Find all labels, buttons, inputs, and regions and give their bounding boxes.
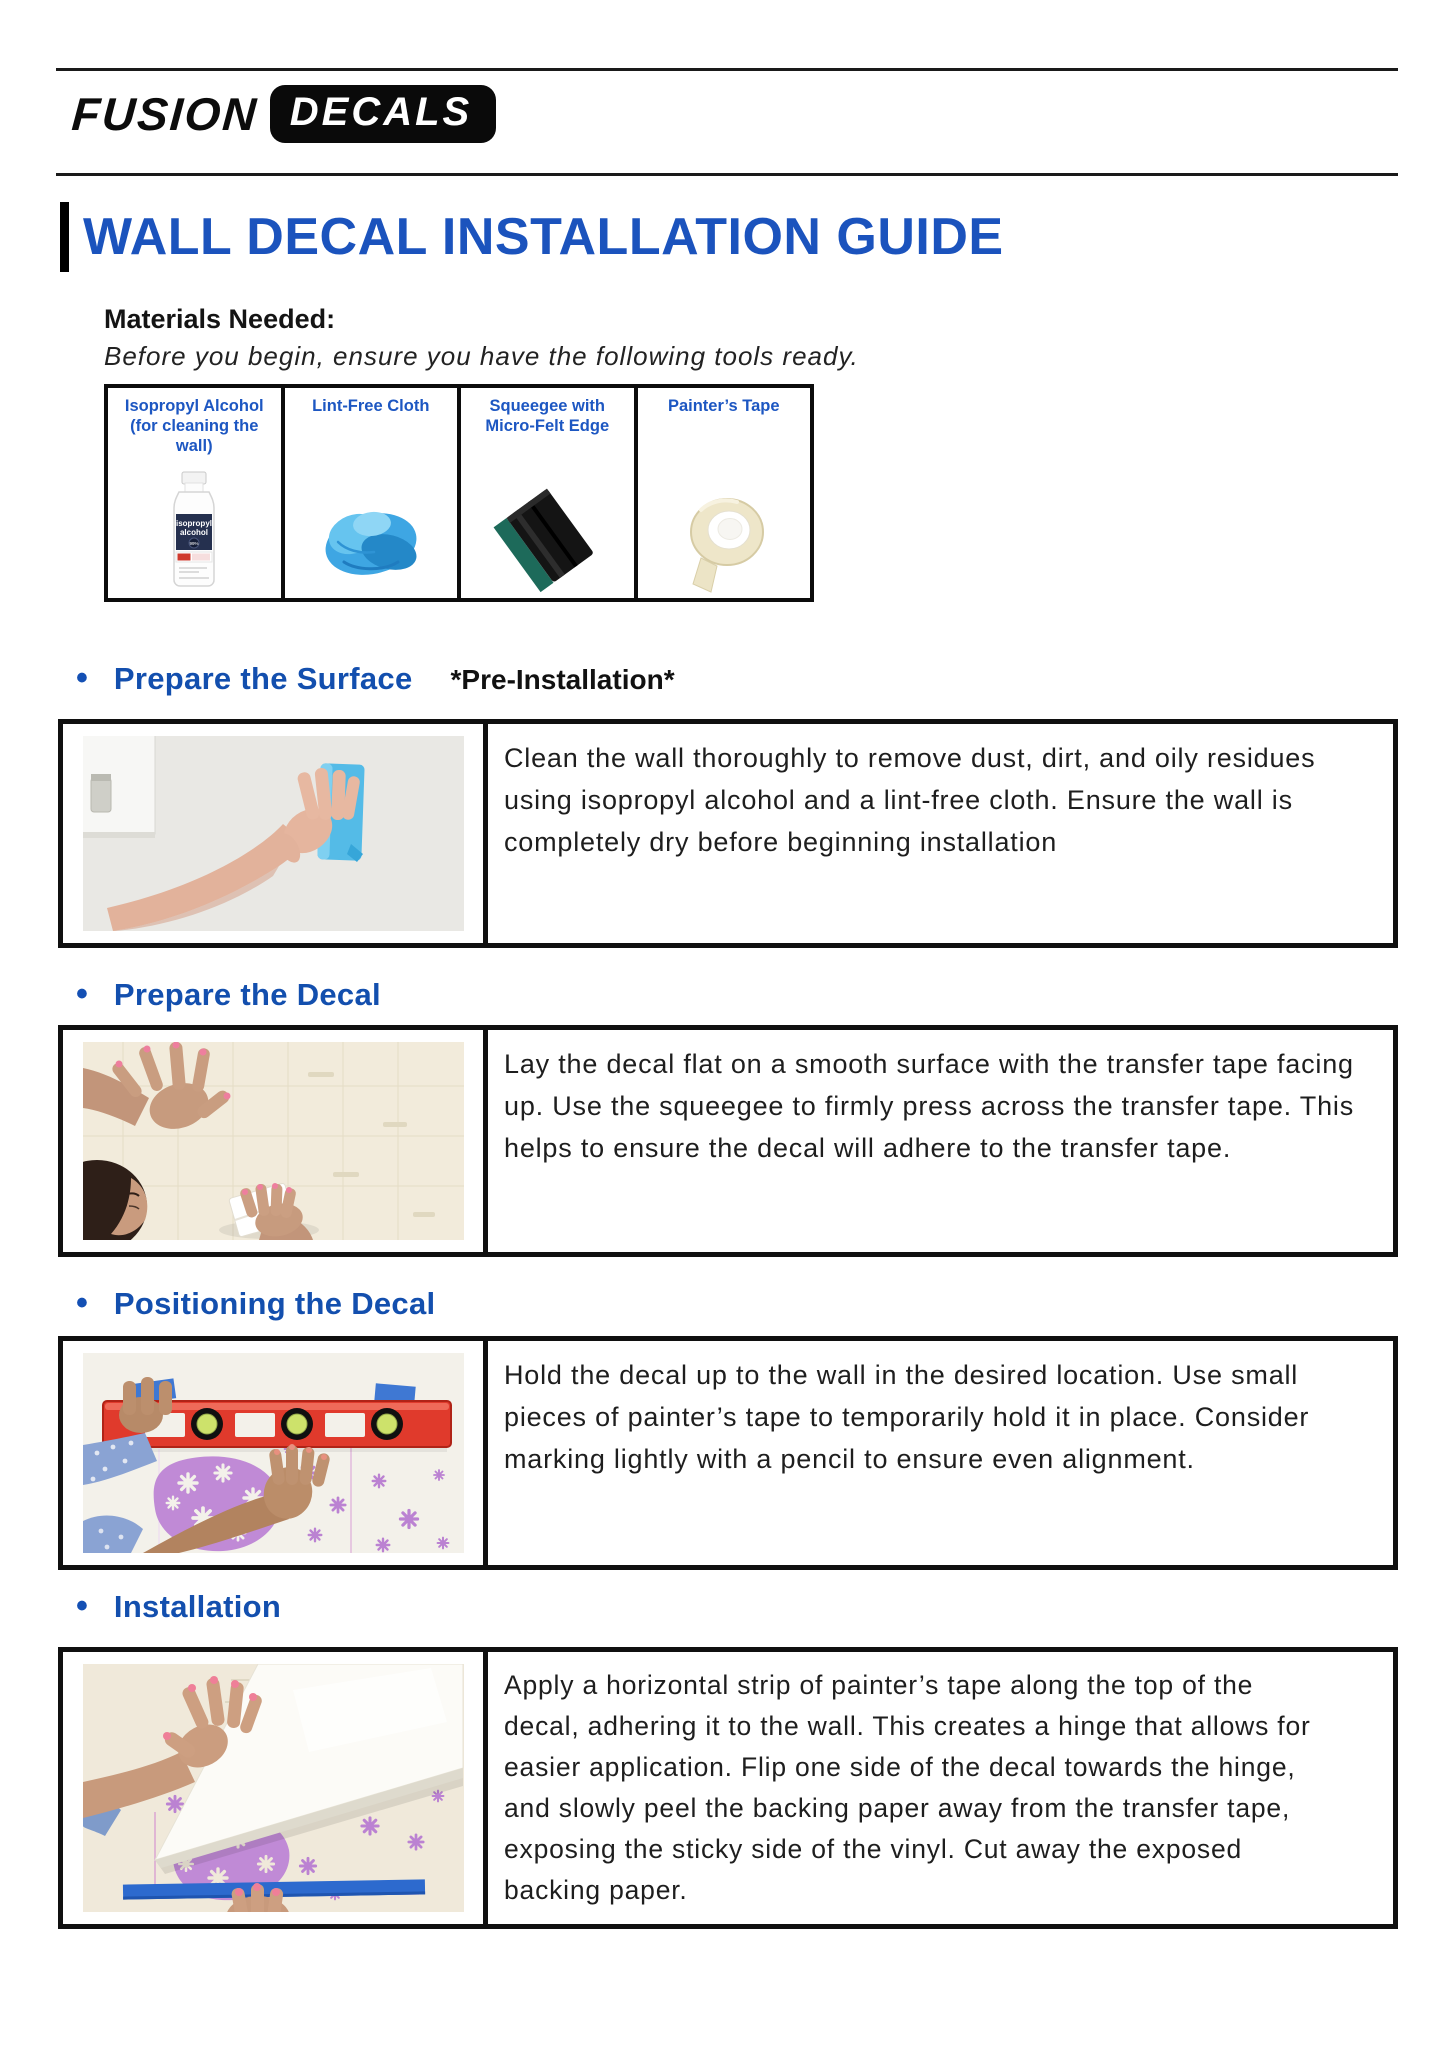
peeling-backing-paper-photo <box>63 1652 488 1924</box>
painters-tape-icon <box>649 462 799 598</box>
step-box <box>58 1647 1398 1929</box>
step-instructions: Hold the decal up to the wall in the desired location. Use small pieces of painter’s tape to temporarily hold it in place. Consider marking lightly with a pencil to ensure even alignment. <box>504 1360 1310 1474</box>
material-cell-alcohol <box>108 388 285 598</box>
material-cell-cloth <box>285 388 462 598</box>
header-rule <box>56 173 1398 176</box>
section-installation <box>56 1588 1398 1929</box>
step-instructions: Lay the decal flat on a smooth surface with the transfer tape facing up. Use the squeegee to firmly press across the transfer tape. This helps to ensure the decal will adhere to the transfer tape. <box>504 1049 1354 1163</box>
bottle-label-line2: alcohol <box>180 528 209 537</box>
lint-free-cloth-icon <box>296 462 446 598</box>
section-prepare-decal <box>56 976 1398 1257</box>
step-box <box>58 719 1398 948</box>
section-heading: Installation <box>113 1589 282 1624</box>
squeegee-transfer-tape-photo <box>63 1030 488 1252</box>
section-heading: Prepare the Surface <box>113 661 413 696</box>
materials-heading: Materials Needed: <box>104 304 336 334</box>
bullet-icon: • <box>76 659 88 697</box>
decals-badge <box>270 85 496 143</box>
fusion-wordmark: FUSION <box>70 88 260 140</box>
document-page <box>0 68 1454 1929</box>
step-box <box>58 1025 1398 1257</box>
material-cell-squeegee <box>461 388 638 598</box>
squeegee-icon <box>472 462 622 598</box>
brand-logo <box>56 71 1398 173</box>
alcohol-bottle-icon <box>119 462 269 598</box>
wiping-wall-photo <box>63 724 488 943</box>
page-title: WALL DECAL INSTALLATION GUIDE <box>60 202 1398 272</box>
bottle-pct: 99% <box>189 541 199 546</box>
bullet-icon: • <box>76 975 88 1013</box>
section-note: *Pre-Installation* <box>450 664 675 695</box>
materials-subheading: Before you begin, ensure you have the following tools ready. <box>104 341 859 371</box>
material-label: Lint-Free Cloth <box>312 397 430 415</box>
bottle-label-line1: isopropyl <box>176 519 213 528</box>
materials-table <box>104 384 814 602</box>
material-cell-tape <box>638 388 811 598</box>
section-positioning-decal <box>56 1285 1398 1570</box>
section-heading: Prepare the Decal <box>113 977 381 1012</box>
step-instructions: Clean the wall thoroughly to remove dust, dirt, and oily residues using isopropyl alcohol and a lint-free cloth. Ensure the wall is completely dry before beginning installation <box>504 743 1316 857</box>
leveling-decal-photo <box>63 1341 488 1565</box>
section-prepare-surface <box>56 660 1398 948</box>
material-label: Isopropyl Alcohol (for cleaning the wall) <box>124 397 264 455</box>
material-label: Squeegee with Micro-Felt Edge <box>485 397 610 435</box>
bullet-icon: • <box>76 1587 88 1625</box>
decals-wordmark: DECALS <box>289 90 473 134</box>
bullet-icon: • <box>76 1284 88 1322</box>
step-box <box>58 1336 1398 1570</box>
material-label: Painter’s Tape <box>667 397 780 415</box>
section-heading: Positioning the Decal <box>113 1286 436 1321</box>
badge-tail <box>296 137 392 179</box>
step-instructions: Apply a horizontal strip of painter’s tape along the top of the decal, adhering it to the wall. This creates a hinge that allows for easier application. Flip one side of the decal towards the hinge, and slowly peel the backing paper away from the transfer tape, exposing the sticky side of the vinyl. Cut away the exposed backing paper. <box>504 1670 1311 1905</box>
